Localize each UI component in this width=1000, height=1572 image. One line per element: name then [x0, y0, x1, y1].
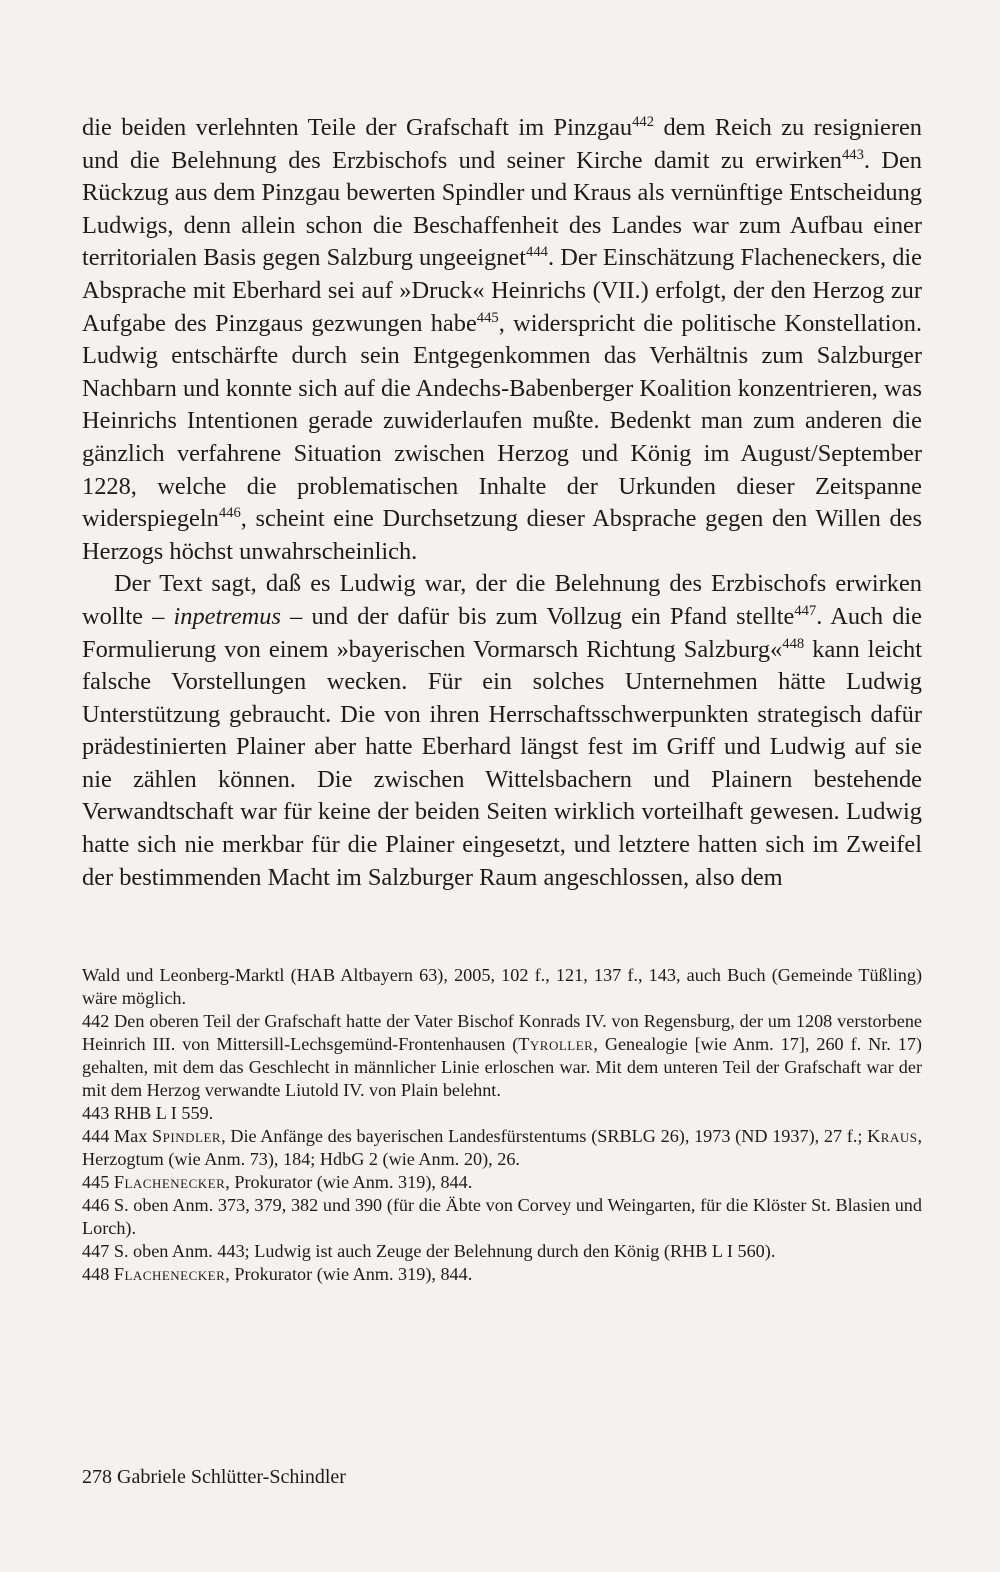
footnote-ref-446[interactable]: 446 [218, 505, 241, 521]
footnote-text: , Genealogie [wie Anm. 17], 260 f. Nr. 17) gehalten, mit dem das Geschlecht in männlicher Linie erloschen war. Mit dem unteren Teil der Grafschaft war der mit dem Herzog verwandte Liutold IV. von Plain belehnt. [82, 1034, 922, 1100]
footnote-number: 442 [82, 1011, 110, 1031]
latin-term: inpetremus [173, 602, 281, 630]
footnote-445 [82, 1171, 922, 1194]
author-name: Tyroller [518, 1034, 594, 1054]
footnote-ref-447[interactable]: 447 [794, 602, 817, 619]
text-run: . Der Einschätzung Flacheneckers, die Absprache mit Eberhard sei auf »Druck« Heinrichs (VII.) erfolgt, der den Herzog zur Aufgabe des Pinzgaus gezwungen habe [82, 244, 922, 337]
footnote-text: S. oben Anm. 373, 379, 382 und 390 (für die Äbte von Corvey und Weingarten, für die Klöster St. Blasien und Lorch). [82, 1195, 922, 1238]
footnote-444 [82, 1125, 922, 1171]
footnote-text: Den oberen Teil der Grafschaft hatte der Vater Bischof Konrads IV. von Regensburg, der um 1208 verstorbene Heinrich III. von Mittersill-Lechsgemünd-Frontenhausen ( [82, 1011, 922, 1054]
footnote-text: Max [109, 1126, 153, 1146]
footnote-number: 447 [82, 1241, 110, 1261]
footnote-text: , Prokurator (wie Anm. 319), 844. [225, 1172, 473, 1192]
footnotes [82, 964, 922, 1286]
footnote-number: 443 [82, 1103, 110, 1123]
page-footer [82, 1466, 346, 1489]
paragraph-1 [82, 112, 922, 568]
author-name: Spindler [152, 1126, 222, 1146]
text-run: , scheint eine Durchsetzung dieser Absprache gegen den Willen des Herzogs höchst unwahrscheinlich. [82, 505, 922, 565]
text-run: – und der dafür bis zum Vollzug ein Pfand stellte [280, 602, 795, 630]
text-run: , widerspricht die politische Konstellation. Ludwig entschärfte durch sein Entgegenkommen das Verhältnis zum Salzburger Nachbarn und konnte sich auf die Andechs-Babenberger Koalition konzentrieren, was Heinrichs Intentionen gerade zuwiderlaufen mußte. Bedenkt man zum anderen die gänzlich verfahrene Situation zwischen Herzog und König im August/September 1228, welche die problematischen Inhalte der Urkunden dieser Zeitspanne widerspiegeln [82, 309, 922, 533]
footnote-number: 448 [82, 1264, 110, 1284]
text-run: kann leicht falsche Vorstellungen wecken. Für ein solches Unternehmen hätte Ludwig Unterstützung gebraucht. Die von ihren Herrschaftsschwerpunkten strategisch dafür prädestinierten Plainer aber hatte Eberhard längst fest im Griff und Ludwig auf sie nie zählen können. Die zwischen Wittelsbachern und Plainern bestehende Verwandtschaft war für keine der beiden Seiten wirklich vorteilhaft gewesen. Ludwig hatte sich nie merkbar für die Plainer eingesetzt, und letztere hatten sich im Zweifel der bestimmenden Macht im Salzburger Raum angeschlossen, also dem [82, 635, 922, 891]
author-name: Kraus [867, 1126, 918, 1146]
text-run: Der Text sagt, daß es Ludwig war, der die Belehnung des Erzbischofs erwirken wollte – [82, 570, 922, 630]
footnote-442 [82, 1010, 922, 1102]
footnote-ref-448[interactable]: 448 [782, 635, 805, 652]
footnote-ref-443[interactable]: 443 [841, 146, 864, 163]
footnote-number: 444 [82, 1126, 110, 1146]
text-run: . Auch die Formulierung von einem »bayerischen Vormarsch Richtung Salzburg« [82, 602, 922, 663]
author-name: Flachenecker [113, 1172, 226, 1192]
text-run: dem Reich zu resignieren und die Belehnung des Erzbischofs und seiner Kirche damit zu erwirken [82, 114, 922, 174]
text-run: . Den Rückzug aus dem Pinzgau bewerten Spindler und Kraus als vernünftige Entscheidung Ludwigs, denn allein schon die Beschaffenheit des Landes war zum Aufbau einer territorialen Basis gegen Salzburg ungeeignet [82, 146, 922, 272]
footnote-447 [82, 1240, 922, 1263]
footnote-text: , Herzogtum (wie Anm. 73), 184; HdbG 2 (wie Anm. 20), 26. [82, 1126, 923, 1169]
footnote-text: , Die Anfänge des bayerischen Landesfürstentums (SRBLG 26), 1973 (ND 1937), 27 f.; [221, 1126, 868, 1146]
running-author: Gabriele Schlütter-Schindler [117, 1466, 346, 1488]
footnote-text: , Prokurator (wie Anm. 319), 844. [225, 1264, 473, 1284]
footnote-number: 445 [82, 1172, 110, 1192]
footnote-448 [82, 1263, 922, 1286]
footnote-ref-444[interactable]: 444 [526, 244, 548, 261]
footnote-443 [82, 1102, 922, 1125]
footnote-text: RHB L I 559. [109, 1103, 214, 1123]
author-name: Flachenecker [113, 1264, 226, 1284]
text-run: die beiden verlehnten Teile der Grafschaft im Pinzgau [82, 114, 633, 141]
page-number: 278 [82, 1466, 112, 1488]
paragraph-2 [82, 568, 922, 894]
footnote-ref-442[interactable]: 442 [632, 113, 655, 130]
footnote-446 [82, 1194, 922, 1240]
main-text [82, 112, 922, 894]
footnote-text: S. oben Anm. 443; Ludwig ist auch Zeuge der Belehnung durch den König (RHB L I 560). [109, 1241, 776, 1261]
footnote-continuation: Wald und Leonberg-Marktl (HAB Altbayern 63), 2005, 102 f., 121, 137 f., 143, auch Buch (Gemeinde Tüßling) wäre möglich. [82, 965, 922, 1008]
footnote-ref-445[interactable]: 445 [476, 309, 499, 326]
footnote-number: 446 [82, 1195, 110, 1215]
